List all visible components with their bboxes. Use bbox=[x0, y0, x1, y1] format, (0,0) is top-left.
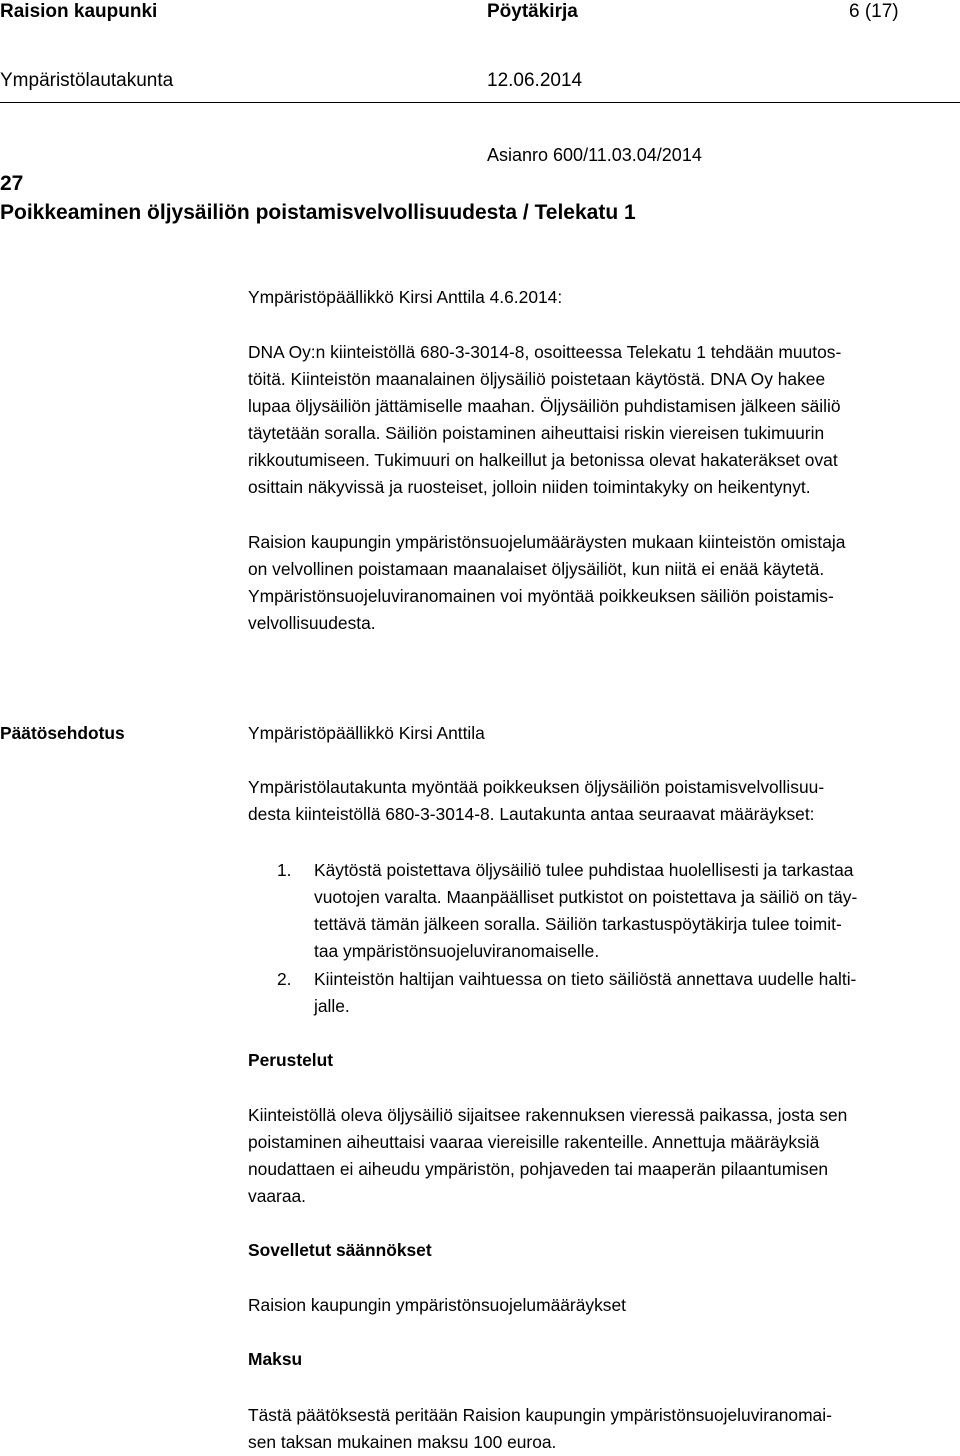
case-number: Asianro 600/11.03.04/2014 bbox=[487, 145, 702, 165]
fee-heading: Maksu bbox=[248, 1349, 303, 1369]
reasons-text: Kiinteistöllä oleva öljysäiliö sijaitsee rakennuksen vieressä paikassa, josta sen poistaminen aiheuttaisi vaaraa viereisille rakenteille. Annettuja määräyksiä noudattaen ei aiheudu ympäristön, pohjaveden tai maaperän pilaantumisen vaaraa. bbox=[248, 1105, 848, 1206]
rules-text: Raision kaupungin ympäristönsuojelumääräykset bbox=[248, 1295, 626, 1315]
preparer-line: Ympäristöpäällikkö Kirsi Anttila 4.6.2014: bbox=[248, 287, 563, 307]
org-name: Raision kaupunki bbox=[0, 1, 158, 22]
list-item-text: Käytöstä poistettava öljysäiliö tulee puhdistaa huolellisesti ja tarkastaa vuotojen varalta. Maanpäälliset putkistot on poistettava ja säiliö on täy- tettävä tämän jälkeen soralla. Säiliön tarkastuspöytäkirja tulee toimit- taa ympäristönsuojeluviranomaiselle. bbox=[314, 860, 858, 961]
header-divider bbox=[0, 102, 960, 103]
item-number: 27 bbox=[0, 172, 24, 195]
rules-heading: Sovelletut säännökset bbox=[248, 1240, 432, 1260]
list-item-number: 1. bbox=[277, 860, 292, 880]
proposal-intro: Ympäristölautakunta myöntää poikkeuksen öljysäiliön poistamisvelvollisuu- desta kiinteistöllä 680-3-3014-8. Lautakunta antaa seuraavat määräykset: bbox=[248, 777, 825, 824]
background-paragraph-2: Raision kaupungin ympäristönsuojelumääräysten mukaan kiinteistön omistaja on velvollinen poistamaan maanalaiset öljysäiliöt, kun niitä ei enää käytetä. Ympäristönsuojeluviranomainen voi myöntää poikkeuksen säiliön poistamis- velvollisuudesta. bbox=[248, 532, 846, 633]
background-paragraph-1: DNA Oy:n kiinteistöllä 680-3-3014-8, osoitteessa Telekatu 1 tehdään muutos- töitä. Kiinteistön maanalainen öljysäiliö poistetaan käytöstä. DNA Oy hakee lupaa öljysäiliön jättämiselle maahan. Öljysäiliön puhdistamisen jälkeen säiliö täytetään soralla. Säiliön poistaminen aiheuttaisi riskin viereisen tukimuurin rikkoutumiseen. Tukimuuri on halkeillut ja betonissa olevat hakateräkset ovat osittain näkyvissä ja ruosteiset, jolloin niiden toimintakyky on heikentynyt. bbox=[248, 342, 842, 497]
meeting-date: 12.06.2014 bbox=[487, 70, 583, 91]
proposer: Ympäristöpäällikkö Kirsi Anttila bbox=[248, 723, 485, 743]
page-number: 6 (17) bbox=[849, 1, 899, 22]
fee-text: Tästä päätöksestä peritään Raision kaupungin ympäristönsuojeluviranomai- sen taksan mukainen maksu 100 euroa. bbox=[248, 1405, 832, 1452]
list-item-number: 2. bbox=[277, 969, 292, 989]
reasons-heading: Perustelut bbox=[248, 1050, 334, 1070]
list-item-text: Kiinteistön haltijan vaihtuessa on tieto säiliöstä annettava uudelle halti- jalle. bbox=[314, 969, 857, 1016]
committee-name: Ympäristölautakunta bbox=[0, 70, 174, 91]
document-type: Pöytäkirja bbox=[487, 1, 578, 22]
item-title: Poikkeaminen öljysäiliön poistamisvelvollisuudesta / Telekatu 1 bbox=[0, 201, 636, 224]
proposal-label: Päätösehdotus bbox=[0, 723, 125, 743]
